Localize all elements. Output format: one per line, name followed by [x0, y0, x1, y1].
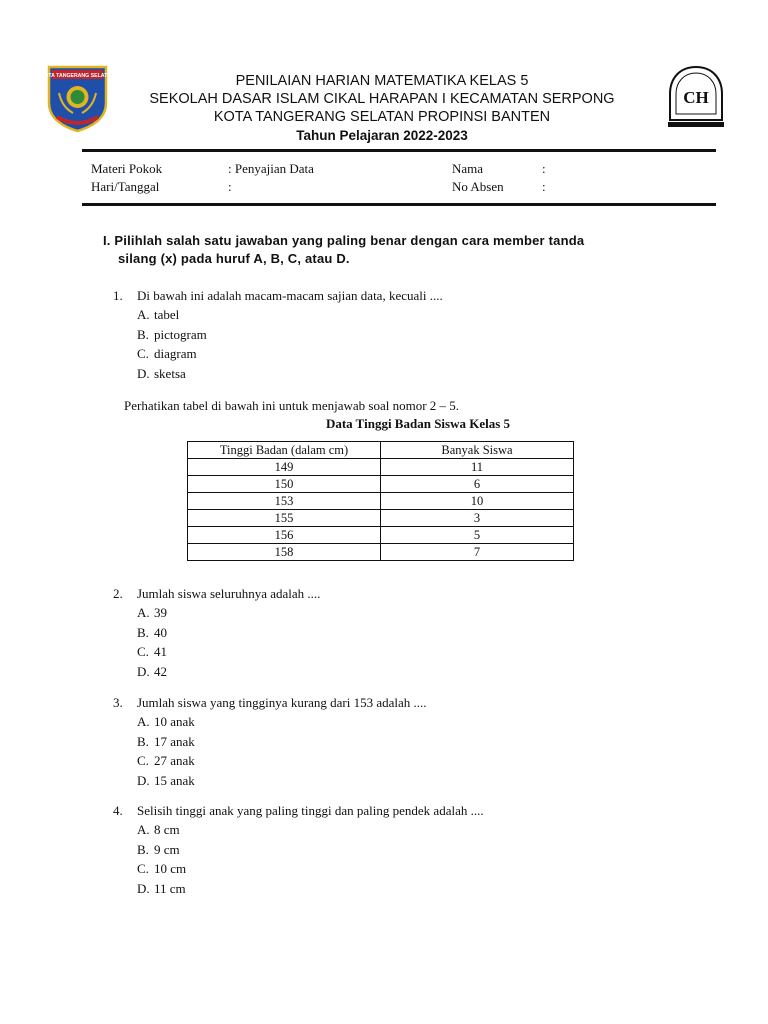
table-caption: Data Tinggi Badan Siswa Kelas 5 — [325, 416, 511, 431]
option-a: A. 8 cm — [137, 822, 180, 838]
table-row — [188, 527, 574, 544]
question-number: 4. — [113, 803, 123, 818]
instruction — [103, 232, 663, 268]
table-cell: 5 — [381, 527, 574, 544]
table-cell: 3 — [381, 510, 574, 527]
logo-right-initials: CH — [683, 88, 709, 107]
table-header-cell: Banyak Siswa — [381, 442, 574, 459]
question-1 — [113, 286, 443, 383]
option-b: B. 9 cm — [137, 841, 180, 857]
table-cell: 149 — [188, 459, 381, 476]
question-stem: Selisih tinggi anak yang paling tinggi dan paling pendek adalah .... — [137, 803, 484, 818]
question-4 — [113, 801, 484, 898]
table-cell: 158 — [188, 544, 381, 561]
materi-value: : Penyajian Data — [228, 161, 314, 176]
header-divider-top — [82, 149, 716, 152]
question-3 — [113, 693, 427, 790]
table-cell: 155 — [188, 510, 381, 527]
question-stem: Jumlah siswa seluruhnya adalah .... — [137, 586, 321, 601]
option-d: D. 11 cm — [137, 880, 186, 896]
table-header-cell: Tinggi Badan (dalam cm) — [188, 442, 381, 459]
option-b: B. 40 — [137, 624, 167, 640]
option-b: B. 17 anak — [137, 733, 195, 749]
table-header-row — [188, 442, 574, 459]
header-title: PENILAIAN HARIAN MATEMATIKA KELAS 5 — [235, 73, 529, 89]
option-c: C. 41 — [137, 644, 167, 660]
table-row — [188, 476, 574, 493]
table-cell: 7 — [381, 544, 574, 561]
no-absen-value: : — [542, 179, 546, 194]
header-school: SEKOLAH DASAR ISLAM CIKAL HARAPAN I KECAMATAN SERPONG — [149, 91, 615, 108]
table-cell: 6 — [381, 476, 574, 493]
hari-tanggal-label: Hari/Tanggal — [91, 179, 160, 194]
question-stem: Jumlah siswa yang tingginya kurang dari 153 adalah .... — [137, 695, 427, 710]
no-absen-label: No Absen — [452, 179, 504, 194]
table-row — [188, 544, 574, 561]
kota-tangerang-selatan-logo — [40, 63, 115, 133]
option-d: D. 15 anak — [137, 772, 195, 788]
question-number: 1. — [113, 288, 123, 303]
table-row — [188, 459, 574, 476]
table-cell: 10 — [381, 493, 574, 510]
height-data-table — [187, 441, 574, 561]
logo-left-banner-text: KOTA TANGERANG SELATAN — [40, 73, 115, 79]
instruction-line-2: silang (x) pada huruf A, B, C, atau D. — [118, 251, 350, 266]
table-cell: 156 — [188, 527, 381, 544]
hari-tanggal-value: : — [228, 179, 232, 194]
option-a: A. 10 anak — [137, 714, 195, 730]
table-row — [188, 493, 574, 510]
option-c: C. 27 anak — [137, 753, 195, 769]
option-c: C. 10 cm — [137, 861, 187, 877]
question-stem: Di bawah ini adalah macam-macam sajian data, kecuali .... — [137, 288, 443, 303]
option-c: C. diagram — [137, 346, 197, 362]
header-city: KOTA TANGERANG SELATAN PROPINSI BANTEN — [213, 109, 551, 126]
nama-label: Nama — [452, 161, 484, 176]
table-cell: 153 — [188, 493, 381, 510]
header-divider-bottom — [82, 203, 716, 206]
table-cell: 11 — [381, 459, 574, 476]
option-d: D. 42 — [137, 663, 167, 679]
instruction-line-1: I. Pilihlah salah satu jawaban yang paling benar dengan cara member tanda — [103, 233, 585, 248]
exam-header — [120, 72, 644, 145]
nama-value: : — [542, 161, 546, 176]
question-2 — [113, 584, 320, 681]
option-d: D. sketsa — [137, 365, 186, 381]
cikal-harapan-logo — [666, 64, 726, 132]
materi-label: Materi Pokok — [91, 161, 163, 176]
table-row — [188, 510, 574, 527]
option-a: A. 39 — [137, 605, 167, 621]
question-number: 2. — [113, 586, 123, 601]
table-note: Perhatikan tabel di bawah ini untuk menjawab soal nomor 2 – 5. — [124, 398, 460, 413]
question-number: 3. — [113, 695, 123, 710]
table-cell: 150 — [188, 476, 381, 493]
option-a: A. tabel — [137, 307, 180, 323]
header-year: Tahun Pelajaran 2022-2023 — [296, 127, 468, 143]
option-b: B. pictogram — [137, 326, 207, 342]
